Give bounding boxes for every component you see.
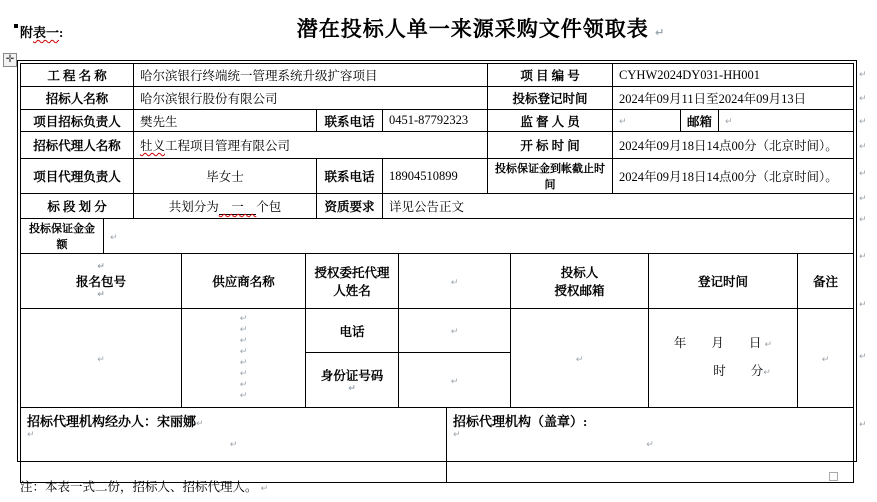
footnote: [20, 477, 268, 495]
bid-opening-value[interactable]: 2024年09月18日14点00分（北京时间）。: [613, 132, 854, 159]
table-move-handle-icon[interactable]: ✛: [3, 53, 17, 67]
paragraph-mark-icon: ↵: [655, 26, 666, 39]
row-end-mark: ↵: [859, 252, 867, 262]
row-end-mark: ↵: [859, 94, 867, 104]
registration-time-label: 投标登记时间: [488, 87, 613, 110]
agency-operator-text: 招标代理机构经办人：宋丽娜: [27, 414, 197, 429]
cell-register-time[interactable]: [649, 309, 798, 408]
row-end-mark: ↵: [859, 215, 867, 225]
agency-seal-cell[interactable]: [447, 408, 854, 483]
lot-blank-underline: 一: [218, 200, 257, 214]
agency-seal-text: 招标代理机构（盖章）:: [453, 414, 588, 429]
row-end-mark: ↵: [859, 142, 867, 152]
signup-table: [20, 253, 854, 408]
tender-manager-label: 项目招标负责人: [21, 110, 134, 132]
header-supplier-name: 供应商名称: [182, 254, 306, 309]
row-end-mark: ↵: [859, 169, 867, 179]
registration-time-value[interactable]: 2024年09月11日至2024年09月13日: [613, 87, 854, 110]
supervisor-value[interactable]: [613, 110, 681, 132]
agency-operator-cell[interactable]: [21, 408, 447, 483]
tender-phone-value[interactable]: 0451-87792323: [383, 110, 488, 132]
supervisor-email-label: 邮箱: [681, 110, 719, 132]
project-name-label: 工 程 名 称: [21, 64, 134, 87]
paragraph-mark-icon: ↵: [97, 262, 105, 272]
row-end-mark: ↵: [859, 70, 867, 80]
page-title: [0, 13, 877, 43]
project-name-value[interactable]: 哈尔滨银行终端统一管理系统升级扩容项目: [134, 64, 488, 87]
deposit-deadline-label: 投标保证金到帐截止时间: [488, 159, 613, 194]
header-bidder-email: [511, 254, 649, 309]
deposit-deadline-value[interactable]: 2024年09月18日14点00分（北京时间）。: [613, 159, 854, 194]
row-end-mark: ↵: [859, 194, 867, 204]
phone-value[interactable]: [399, 309, 511, 353]
header-register-time: 登记时间: [649, 254, 798, 309]
qualification-label: 资质要求: [317, 194, 383, 219]
footnote-text: 注：本表一式二份，招标人、招标代理人。: [20, 480, 258, 494]
paragraph-mark-icon: ↵: [110, 232, 118, 243]
cell-bidder-email[interactable]: [511, 309, 649, 408]
paragraph-mark-icon: ↵: [619, 117, 627, 127]
paragraph-mark-icon: ↵: [453, 430, 461, 440]
deposit-amount-value[interactable]: [104, 219, 854, 254]
cell-remark[interactable]: [798, 309, 854, 408]
paragraph-mark-stack: ↵ ↵ ↵ ↵ ↵ ↵ ↵ ↵: [239, 314, 248, 401]
annex-suffix: :: [59, 25, 64, 40]
annex-flagged-text: 表一: [33, 25, 60, 40]
lot-prefix: 共划分为: [168, 200, 219, 214]
header-package-no: [21, 254, 182, 309]
header-agent-name: 授权委托代理人姓名: [306, 254, 399, 309]
register-time-placeholder: 年 月 日 ↵ 时 分↵: [673, 336, 773, 378]
qualification-value[interactable]: 详见公告正文: [383, 194, 854, 219]
header-package-no-text: 报名包号: [75, 275, 126, 289]
paragraph-mark-icon: ↵: [725, 117, 733, 127]
agency-name-label: 招标代理人名称: [21, 132, 134, 159]
header-remark: 备注: [798, 254, 854, 309]
supervisor-email-value[interactable]: [719, 110, 854, 132]
row-end-mark: ↵: [859, 352, 867, 362]
page-title-text: 潜在投标人单一来源采购文件领取表: [296, 17, 649, 41]
bid-opening-label: 开 标 时 间: [488, 132, 613, 159]
agency-manager-label: 项目代理负责人: [21, 159, 134, 194]
paragraph-mark-icon: ↵: [260, 484, 269, 494]
paragraph-mark-icon: ↵: [348, 384, 356, 394]
footer-table: [20, 407, 854, 483]
agency-name-rest: 工程项目管理有限公司: [165, 139, 291, 153]
agency-phone-value[interactable]: 18904510899: [383, 159, 488, 194]
info-table: [20, 63, 854, 254]
header-agent-value-cell[interactable]: [399, 254, 511, 309]
tenderee-value[interactable]: 哈尔滨银行股份有限公司: [134, 87, 488, 110]
agency-manager-value[interactable]: 毕女士: [134, 159, 317, 194]
lot-division-label: 标 段 划 分: [21, 194, 134, 219]
project-no-label: 项 目 编 号: [488, 64, 613, 87]
cell-package-no[interactable]: [21, 309, 182, 408]
cell-supplier-name[interactable]: [182, 309, 306, 408]
agency-name-value[interactable]: [134, 132, 488, 159]
tenderee-label: 招标人名称: [21, 87, 134, 110]
paragraph-mark-icon: ↵: [27, 430, 35, 440]
row-end-mark: ↵: [859, 117, 867, 127]
supervisor-label: 监 督 人 员: [488, 110, 613, 132]
paragraph-mark-icon: ↵: [450, 277, 459, 288]
paragraph-mark-icon: ↵: [575, 354, 584, 365]
id-number-label-text: 身份证号码: [320, 369, 384, 383]
row-end-mark: ↵: [859, 420, 867, 430]
id-number-label: [306, 353, 399, 408]
paragraph-mark-icon: ↵: [229, 440, 238, 450]
paragraph-mark-icon: ↵: [97, 354, 105, 365]
id-number-value[interactable]: [399, 353, 511, 408]
tender-phone-label: 联系电话: [317, 110, 383, 132]
phone-label: 电话: [306, 309, 399, 353]
paragraph-mark-icon: ↵: [450, 327, 459, 337]
paragraph-mark-icon: ↵: [97, 290, 105, 300]
paragraph-mark-icon: ↵: [646, 440, 654, 450]
anchor-square-icon: [829, 472, 838, 481]
lot-suffix: 个包: [256, 200, 282, 214]
paragraph-mark-icon: ↵: [196, 419, 204, 429]
row-end-mark: ↵: [859, 300, 867, 310]
agency-name-flagged: 牡义: [140, 139, 166, 153]
paragraph-mark-icon: ↵: [821, 354, 830, 365]
agency-phone-label: 联系电话: [317, 159, 383, 194]
header-bidder-email-line1: 投标人: [560, 266, 599, 280]
lot-division-value[interactable]: [134, 194, 317, 219]
header-bidder-email-line2: 授权邮箱: [554, 284, 605, 298]
deposit-amount-label: 投标保证金金额: [21, 219, 104, 254]
project-no-value[interactable]: CYHW2024DY031-HH001: [613, 64, 854, 87]
paragraph-mark-icon: ↵: [450, 376, 459, 387]
tender-manager-value[interactable]: 樊先生: [134, 110, 317, 132]
annex-prefix: 附: [20, 25, 34, 40]
form-table: [17, 60, 857, 462]
